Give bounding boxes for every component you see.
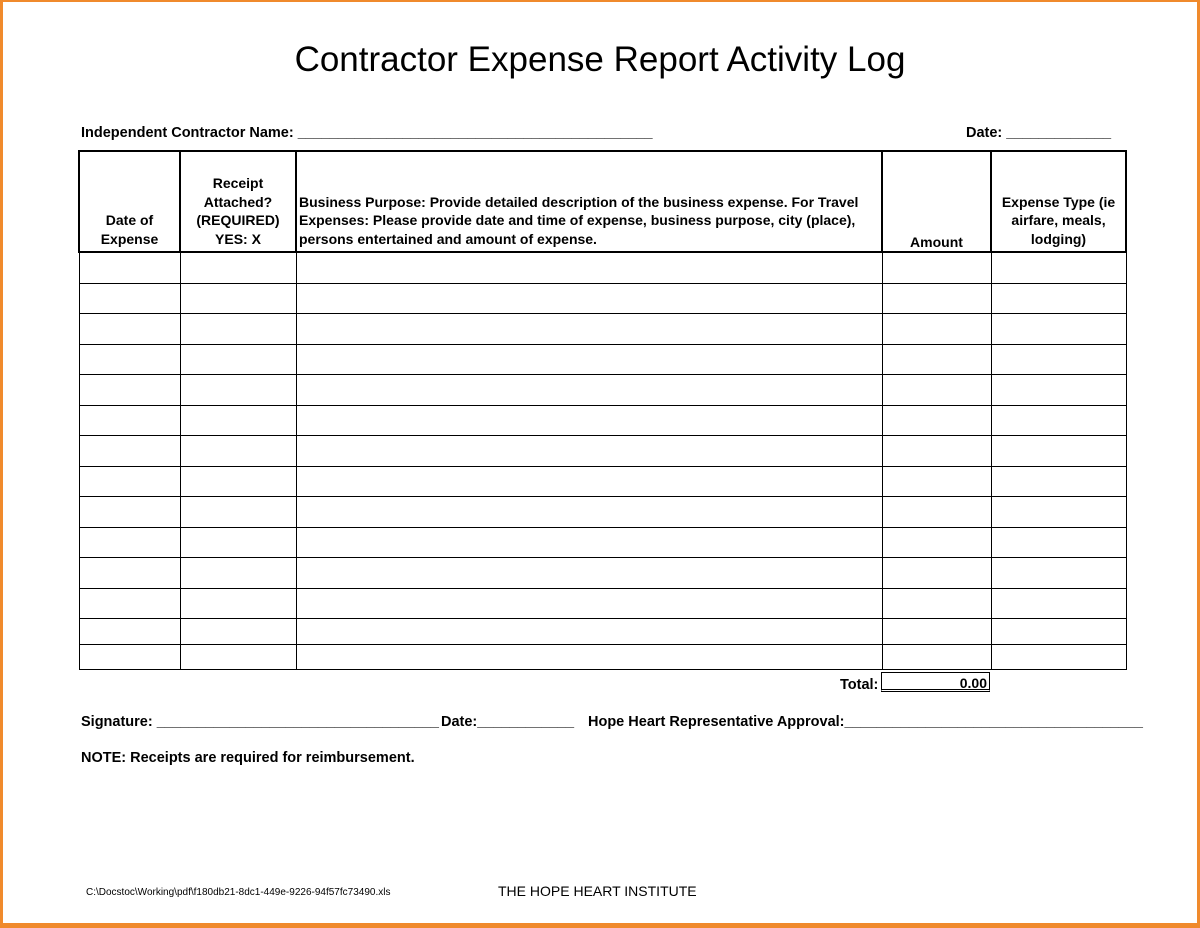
cell-date[interactable]: [79, 405, 180, 436]
cell-purpose[interactable]: [296, 497, 882, 528]
header-purpose: Business Purpose: Provide detailed description of the business expense. For Travel Expenses: Please provide date and time of expense, business purpose, city (place), persons entertained and amount of expense.: [296, 151, 882, 252]
table-row: [79, 558, 1126, 589]
table-row: [79, 644, 1126, 670]
cell-date[interactable]: [79, 344, 180, 375]
table-row: [79, 405, 1126, 436]
table-row: [79, 588, 1126, 619]
cell-date[interactable]: [79, 375, 180, 406]
cell-purpose[interactable]: [296, 466, 882, 497]
page-title: Contractor Expense Report Activity Log: [294, 40, 906, 79]
cell-date[interactable]: [79, 527, 180, 558]
total-label: Total:: [840, 677, 879, 693]
cell-purpose[interactable]: [296, 314, 882, 345]
cell-receipt[interactable]: [180, 375, 296, 406]
cell-amount[interactable]: [882, 466, 991, 497]
cell-purpose[interactable]: [296, 252, 882, 283]
cell-type[interactable]: [991, 283, 1126, 314]
cell-date[interactable]: [79, 619, 180, 645]
cell-date[interactable]: [79, 644, 180, 670]
cell-purpose[interactable]: [296, 527, 882, 558]
table-row: [79, 314, 1126, 345]
cell-date[interactable]: [79, 497, 180, 528]
cell-type[interactable]: [991, 527, 1126, 558]
cell-type[interactable]: [991, 344, 1126, 375]
cell-type[interactable]: [991, 375, 1126, 406]
cell-purpose[interactable]: [296, 405, 882, 436]
cell-amount[interactable]: [882, 283, 991, 314]
table-row: [79, 497, 1126, 528]
cell-receipt[interactable]: [180, 588, 296, 619]
header-date: Date of Expense: [79, 151, 180, 252]
cell-amount[interactable]: [882, 619, 991, 645]
cell-receipt[interactable]: [180, 527, 296, 558]
date-field[interactable]: Date: _____________: [966, 125, 1112, 141]
cell-type[interactable]: [991, 497, 1126, 528]
header-amount: Amount: [882, 151, 991, 252]
cell-amount[interactable]: [882, 314, 991, 345]
cell-date[interactable]: [79, 466, 180, 497]
table-row: [79, 252, 1126, 283]
cell-amount[interactable]: [882, 405, 991, 436]
cell-type[interactable]: [991, 252, 1126, 283]
cell-type[interactable]: [991, 436, 1126, 467]
expense-table: [78, 150, 1127, 670]
cell-amount[interactable]: [882, 344, 991, 375]
table-row: [79, 466, 1126, 497]
signature-field[interactable]: Signature: ___________________________________: [81, 714, 439, 730]
cell-date[interactable]: [79, 588, 180, 619]
cell-receipt[interactable]: [180, 283, 296, 314]
cell-purpose[interactable]: [296, 436, 882, 467]
cell-type[interactable]: [991, 644, 1126, 670]
footer-organization: THE HOPE HEART INSTITUTE: [498, 883, 697, 899]
cell-purpose[interactable]: [296, 375, 882, 406]
table-row: [79, 436, 1126, 467]
cell-receipt[interactable]: [180, 405, 296, 436]
cell-amount[interactable]: [882, 644, 991, 670]
cell-amount[interactable]: [882, 527, 991, 558]
cell-receipt[interactable]: [180, 644, 296, 670]
table-row: [79, 344, 1126, 375]
cell-type[interactable]: [991, 588, 1126, 619]
table-row: [79, 375, 1126, 406]
cell-receipt[interactable]: [180, 558, 296, 589]
contractor-name-field[interactable]: Independent Contractor Name: ____________________________________________: [81, 125, 653, 141]
cell-receipt[interactable]: [180, 619, 296, 645]
cell-purpose[interactable]: [296, 588, 882, 619]
note: NOTE: Receipts are required for reimbursement.: [81, 750, 415, 766]
cell-date[interactable]: [79, 558, 180, 589]
cell-receipt[interactable]: [180, 252, 296, 283]
approval-field[interactable]: Hope Heart Representative Approval:_____________________________________: [588, 714, 1143, 730]
cell-purpose[interactable]: [296, 619, 882, 645]
cell-amount[interactable]: [882, 497, 991, 528]
cell-receipt[interactable]: [180, 497, 296, 528]
cell-purpose[interactable]: [296, 644, 882, 670]
footer-file-path: C:\Docstoc\Working\pdf\f180db21-8dc1-449e-9226-94f57fc73490.xls: [86, 887, 391, 898]
signature-date-field[interactable]: Date:____________: [441, 714, 575, 730]
cell-date[interactable]: [79, 283, 180, 314]
cell-amount[interactable]: [882, 436, 991, 467]
cell-receipt[interactable]: [180, 344, 296, 375]
cell-receipt[interactable]: [180, 466, 296, 497]
cell-receipt[interactable]: [180, 436, 296, 467]
cell-type[interactable]: [991, 619, 1126, 645]
cell-date[interactable]: [79, 252, 180, 283]
cell-type[interactable]: [991, 558, 1126, 589]
table-row: [79, 527, 1126, 558]
cell-type[interactable]: [991, 405, 1126, 436]
cell-date[interactable]: [79, 436, 180, 467]
cell-type[interactable]: [991, 466, 1126, 497]
cell-amount[interactable]: [882, 588, 991, 619]
cell-amount[interactable]: [882, 252, 991, 283]
total-value: 0.00: [881, 672, 990, 692]
cell-purpose[interactable]: [296, 558, 882, 589]
header-receipt: Receipt Attached? (REQUIRED) YES: X: [180, 151, 296, 252]
cell-date[interactable]: [79, 314, 180, 345]
cell-receipt[interactable]: [180, 314, 296, 345]
cell-type[interactable]: [991, 314, 1126, 345]
cell-amount[interactable]: [882, 558, 991, 589]
header-type: Expense Type (ie airfare, meals, lodging): [991, 151, 1126, 252]
cell-purpose[interactable]: [296, 283, 882, 314]
cell-purpose[interactable]: [296, 344, 882, 375]
table-row: [79, 283, 1126, 314]
cell-amount[interactable]: [882, 375, 991, 406]
table-row: [79, 619, 1126, 645]
